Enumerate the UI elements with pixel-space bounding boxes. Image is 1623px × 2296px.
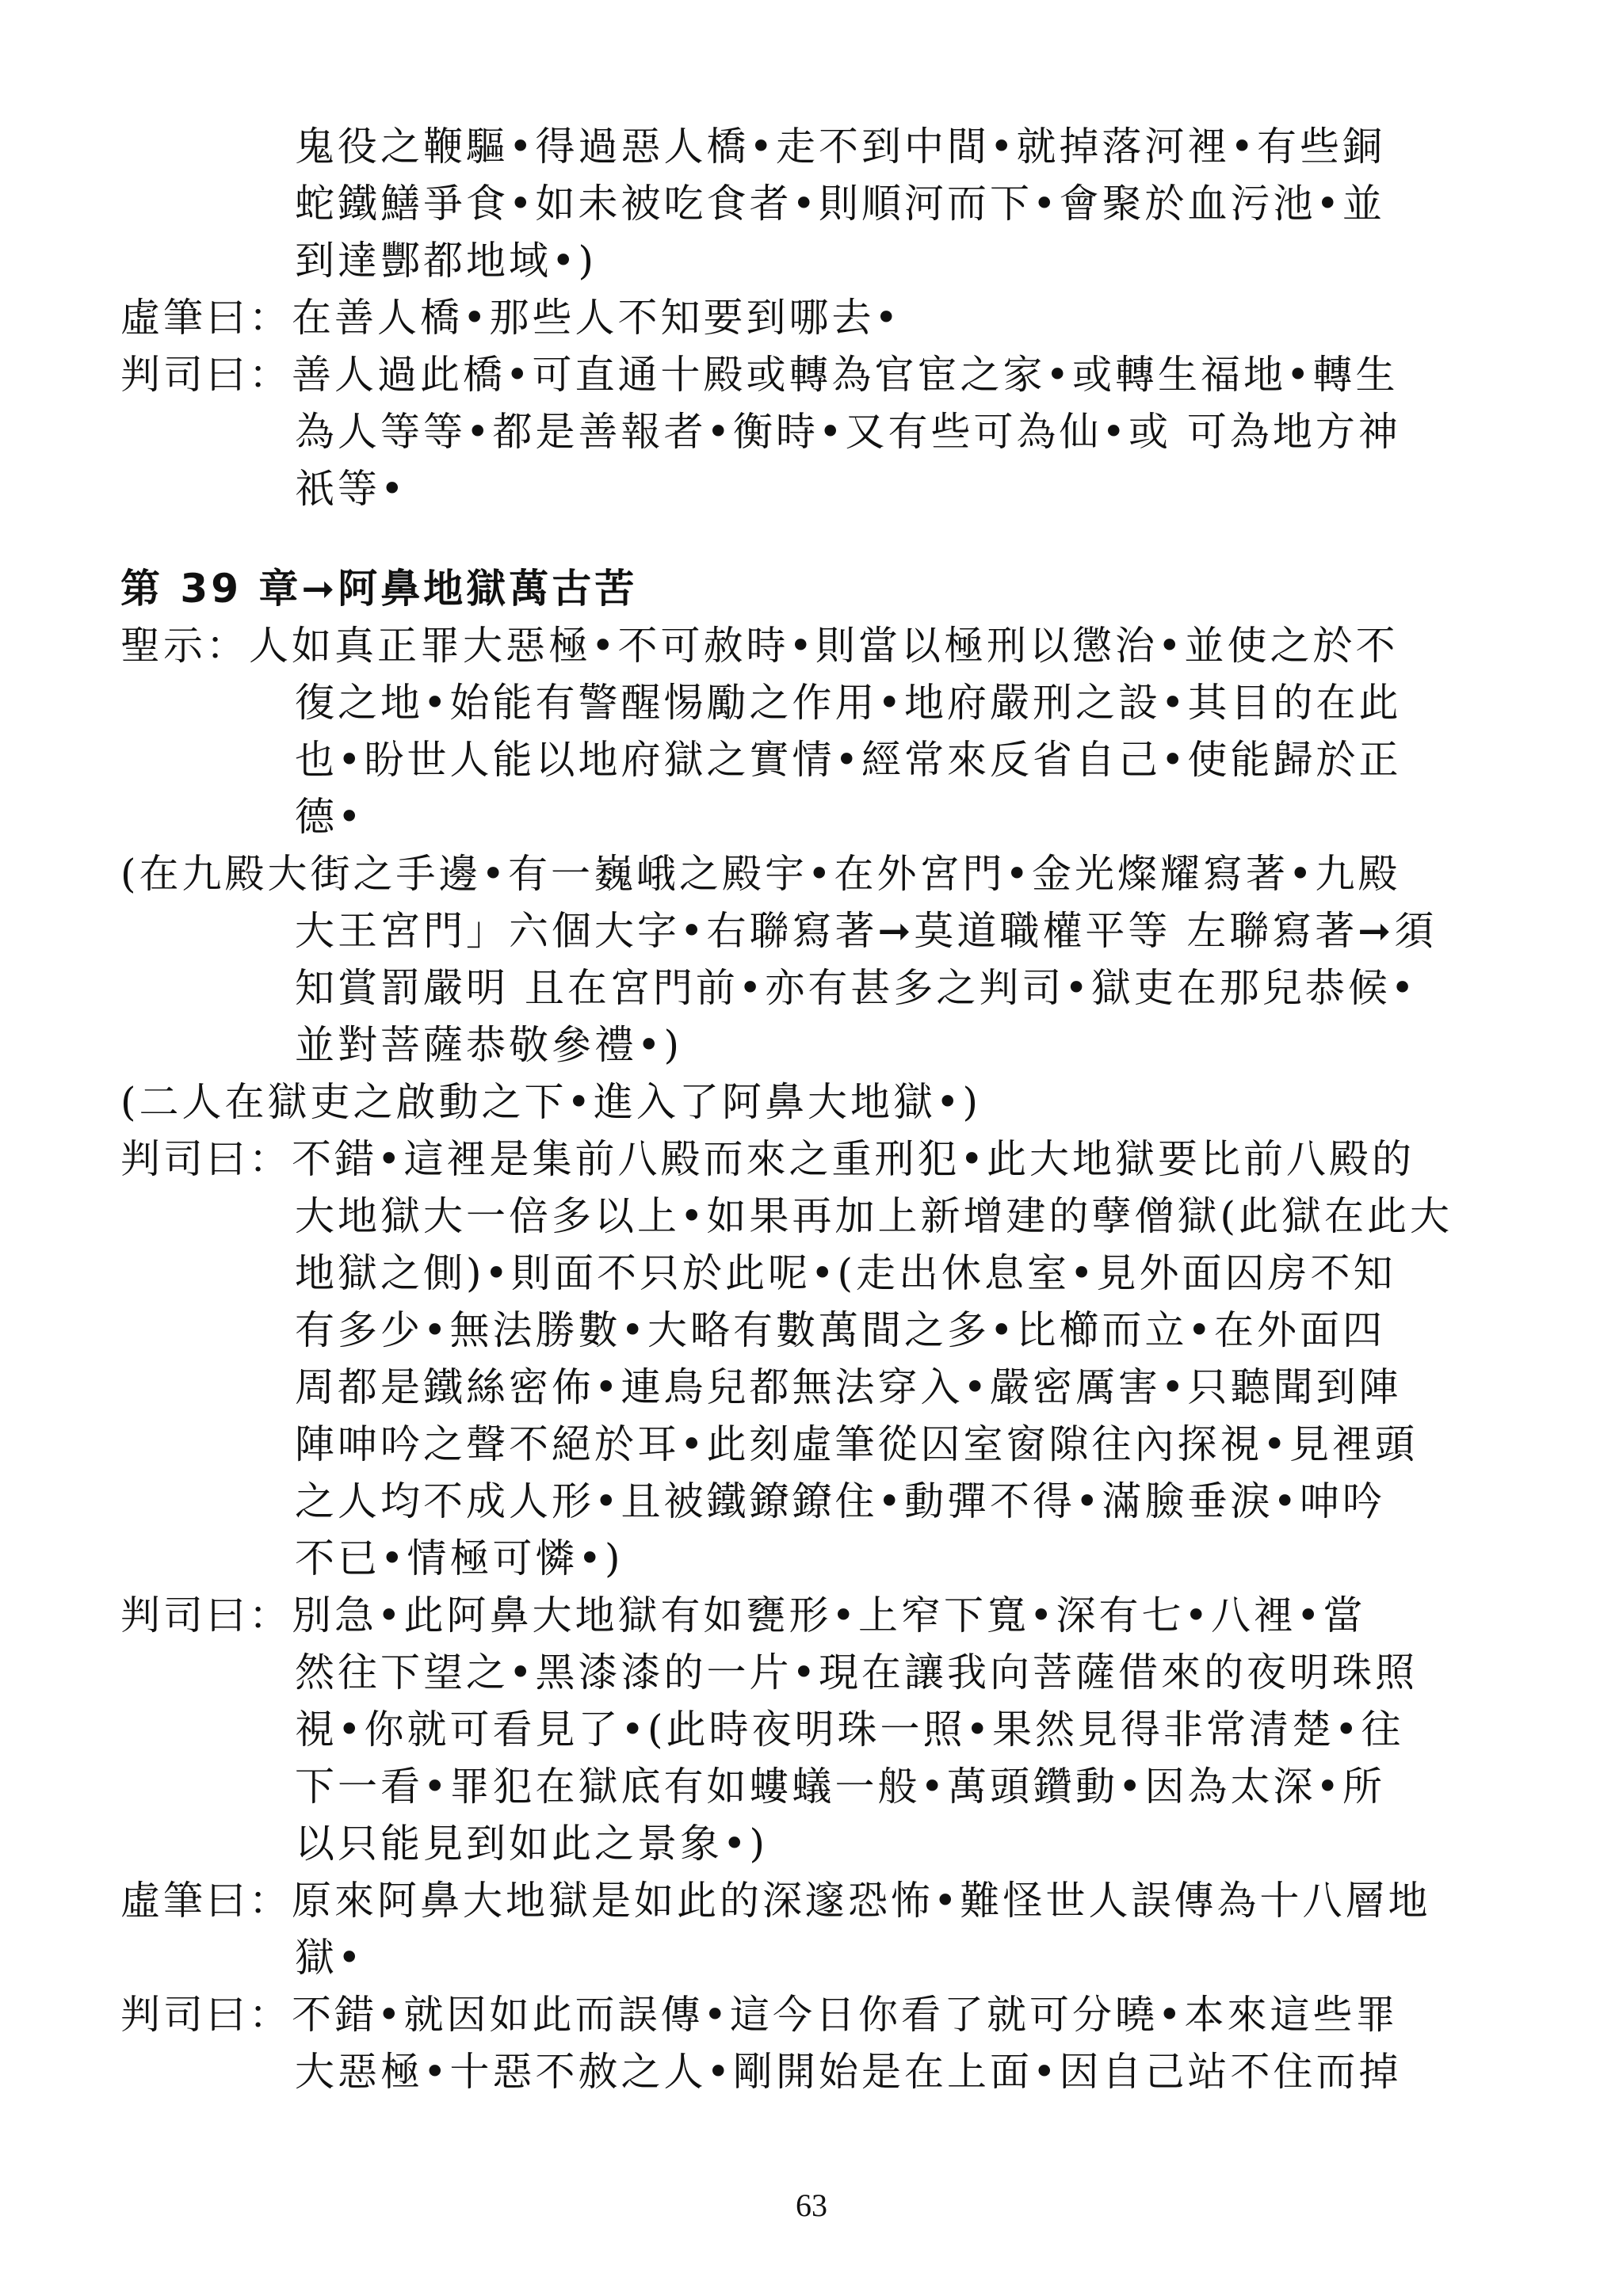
text-line: 以只能見到如此之景象•) [295, 1821, 768, 1867]
text-line: 然往下望之•黑漆漆的一片•現在讓我向菩薩借來的夜明珠照 [295, 1650, 1418, 1695]
text-line: (在九殿大街之手邊•有一巍峨之殿宇•在外宮門•金光燦耀寫著•九殿 [120, 851, 1401, 897]
text-line: 虛筆曰：原來阿鼻大地獄是如此的深邃恐怖•難怪世人誤傳為十八層地 [120, 1878, 1431, 1924]
text-line: 大王宮門」六個大字•右聯寫著➞莫道職權平等 左聯寫著➞須 [295, 908, 1438, 954]
text-line: 到達酆都地域•) [295, 238, 597, 284]
text-line: 虛筆曰：在善人橋•那些人不知要到哪去• [120, 295, 901, 341]
chapter-heading: 第 39 章➞阿鼻地獄萬古苦 [120, 566, 638, 612]
text-line: 聖示：人如真正罪大惡極•不可赦時•則當以極刑以懲治•並使之於不 [120, 623, 1399, 669]
text-line: 判司曰：不錯•這裡是集前八殿而來之重刑犯•此大地獄要比前八殿的 [120, 1136, 1415, 1182]
text-line: 復之地•始能有警醒惕勵之作用•地府嚴刑之設•其目的在此 [295, 680, 1402, 726]
text-line: 大地獄大一倍多以上•如果再加上新增建的孽僧獄(此獄在此大 [295, 1193, 1453, 1239]
page-number: 63 [796, 2187, 827, 2223]
text-line: 不已•情極可憐•) [295, 1535, 624, 1581]
text-line: 為人等等•都是善報者•衡時•又有些可為仙•或 可為地方神 [295, 409, 1401, 455]
text-line: 周都是鐵絲密佈•連鳥兒都無法穿入•嚴密厲害•只聽聞到陣 [295, 1364, 1402, 1410]
text-line: 判司曰：善人過此橋•可直通十殿或轉為官宦之家•或轉生福地•轉生 [120, 352, 1399, 398]
text-line: 有多少•無法勝數•大略有數萬間之多•比櫛而立•在外面四 [295, 1307, 1385, 1353]
text-line: 下一看•罪犯在獄底有如螻蟻一般•萬頭鑽動•因為太深•所 [295, 1764, 1385, 1810]
text-line: 獄• [295, 1935, 365, 1981]
text-line: 知賞罰嚴明 且在宮門前•亦有甚多之判司•獄吏在那兒恭候• [295, 965, 1418, 1011]
text-line: 陣呻吟之聲不絕於耳•此刻虛筆從囚室窗隙往內探視•見裡頭 [295, 1421, 1418, 1467]
text-line: 判司曰：不錯•就因如此而誤傳•這今日你看了就可分曉•本來這些罪 [120, 1992, 1399, 2038]
text-line: 也•盼世人能以地府獄之實情•經常來反省自己•使能歸於正 [295, 737, 1402, 783]
text-line: 並對菩薩恭敬參禮•) [295, 1022, 682, 1068]
text-line: 判司曰：別急•此阿鼻大地獄有如甕形•上窄下寬•深有七•八裡•當 [120, 1592, 1366, 1638]
text-line: (二人在獄吏之啟動之下•進入了阿鼻大地獄•) [120, 1079, 981, 1125]
text-line: 蛇鐵鱔爭食•如未被吃食者•則順河而下•會聚於血污池•並 [295, 181, 1385, 227]
text-line: 祇等• [295, 466, 407, 512]
text-line: 視•你就可看見了•(此時夜明珠一照•果然見得非常清楚•往 [295, 1707, 1404, 1753]
text-line: 大惡極•十惡不赦之人•剛開始是在上面•因自己站不住而掉 [295, 2049, 1402, 2095]
text-line: 地獄之側)•則面不只於此呢•(走出休息室•見外面囚房不知 [295, 1250, 1396, 1296]
text-line: 之人均不成人形•且被鐵鐐鐐住•動彈不得•滿臉垂淚•呻吟 [295, 1478, 1385, 1524]
text-line: 德• [295, 794, 365, 840]
text-line: 鬼役之鞭驅•得過惡人橋•走不到中間•就掉落河裡•有些銅 [295, 124, 1385, 170]
